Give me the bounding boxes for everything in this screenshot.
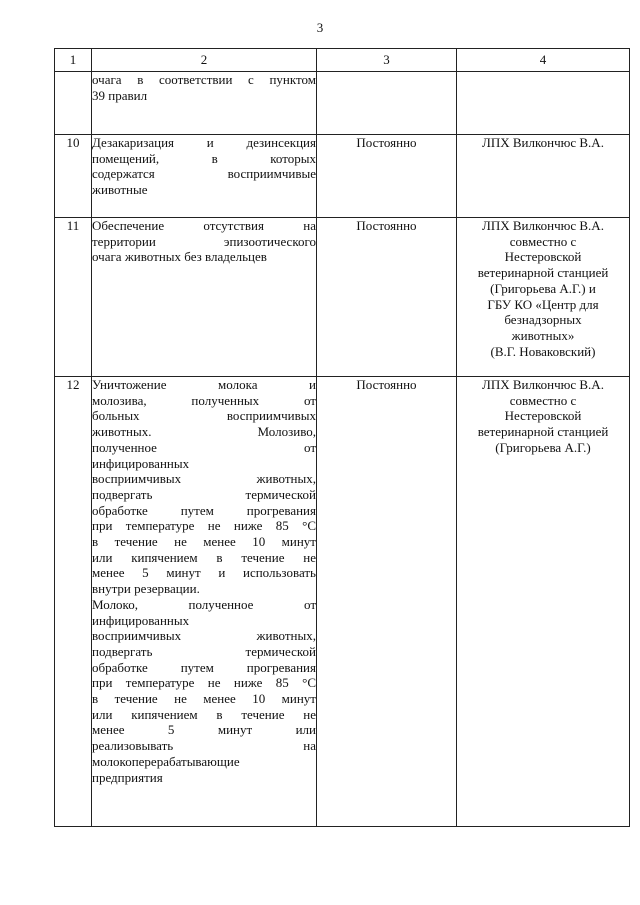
responsible-text-line: (Григорьева А.Г.) xyxy=(495,439,591,455)
column-header-3: 3 xyxy=(317,49,457,72)
column-header-2: 2 xyxy=(92,49,317,72)
responsible-text-line: ЛПХ Вилкончюс В.А. xyxy=(482,218,604,233)
measures-table xyxy=(54,48,630,827)
measure-cell xyxy=(92,135,317,218)
responsible-text-line: ГБУ КО «Центр для xyxy=(487,296,599,312)
responsible-cell xyxy=(457,72,630,135)
measure-text-line: Дезакаризация и дезинсекция xyxy=(92,135,316,150)
measure-text-line: больных восприимчивых xyxy=(92,408,316,424)
measure-cell xyxy=(92,218,317,377)
measure-text-line: в течение не менее 10 минут xyxy=(92,534,316,550)
measure-text-line: молокоперерабатывающие xyxy=(92,753,240,769)
measure-text-line: предприятия xyxy=(92,769,163,785)
column-header-4: 4 xyxy=(457,49,630,72)
measure-text-line: реализовывать на xyxy=(92,738,316,754)
measure-text-line: молозива, полученных от xyxy=(92,392,316,408)
measure-text-line: восприимчивых животных, xyxy=(92,628,316,644)
page-number: 3 xyxy=(316,20,324,35)
measure-text-line: очага в соответствии с пунктом xyxy=(92,72,316,87)
measure-text-line: территории эпизоотического xyxy=(92,233,316,249)
row-number-cell: 12 xyxy=(55,377,92,827)
responsible-text-line: совместно с xyxy=(509,233,577,249)
responsible-text-line: ЛПХ Вилкончюс В.А. xyxy=(482,135,604,150)
measure-text-line: восприимчивых животных, xyxy=(92,471,316,487)
measure-text-line: менее 5 минут и использовать xyxy=(92,565,316,581)
column-header-1: 1 xyxy=(55,49,92,72)
responsible-text-line: безнадзорных xyxy=(504,312,582,328)
header-row xyxy=(55,49,630,72)
measure-text-line: менее 5 минут или xyxy=(92,722,316,738)
measure-text-line: 39 правил xyxy=(92,87,148,103)
measure-text-line: или кипячением в течение не xyxy=(92,706,316,722)
measure-text-line: инфицированных xyxy=(92,612,190,628)
measure-text-line: инфицированных xyxy=(92,455,190,471)
measure-text-line: Молоко, полученное от xyxy=(92,596,316,612)
measure-text-line: животные xyxy=(92,182,148,198)
responsible-cell xyxy=(457,135,630,218)
term-cell: Постоянно xyxy=(317,218,457,377)
responsible-cell xyxy=(457,218,630,377)
measure-text-line: животных. Молозиво, xyxy=(92,424,316,440)
measure-text-line: обработке путем прогревания xyxy=(92,659,316,675)
measure-text-line: помещений, в которых xyxy=(92,150,316,166)
responsible-text-line: (Григорьева А.Г.) и xyxy=(490,280,596,296)
responsible-text-line: Нестеровской xyxy=(504,408,582,424)
measure-text-line: в течение не менее 10 минут xyxy=(92,691,316,707)
measure-text-line: Обеспечение отсутствия на xyxy=(92,218,316,233)
table-row xyxy=(55,135,630,218)
row-number-cell xyxy=(55,72,92,135)
responsible-text-line: (В.Г. Новаковский) xyxy=(490,343,596,359)
row-number-cell: 11 xyxy=(55,218,92,377)
responsible-cell xyxy=(457,377,630,827)
measure-text-line: подвергать термической xyxy=(92,486,316,502)
term-cell: Постоянно xyxy=(317,377,457,827)
responsible-text-line: животных» xyxy=(511,327,575,343)
measure-text-line: обработке путем прогревания xyxy=(92,502,316,518)
measure-text-line: содержатся восприимчивые xyxy=(92,166,316,182)
responsible-text-line: Нестеровской xyxy=(504,249,582,265)
measure-text-line: Уничтожение молока и xyxy=(92,377,316,392)
responsible-text-line: совместно с xyxy=(509,392,577,408)
responsible-text-line: ветеринарной станцией xyxy=(477,265,609,281)
row-number-cell: 10 xyxy=(55,135,92,218)
measure-text-line: или кипячением в течение не xyxy=(92,549,316,565)
measure-text-line: при температуре не ниже 85 °С xyxy=(92,675,316,691)
measure-text-line: полученное от xyxy=(92,439,316,455)
measure-cell xyxy=(92,72,317,135)
measure-text-line: очага животных без владельцев xyxy=(92,249,267,265)
measure-cell xyxy=(92,377,317,827)
table-row xyxy=(55,218,630,377)
table-row xyxy=(55,377,630,827)
measure-text-line: подвергать термической xyxy=(92,643,316,659)
responsible-text-line: ЛПХ Вилкончюс В.А. xyxy=(482,377,604,392)
term-cell: Постоянно xyxy=(317,135,457,218)
table-row xyxy=(55,72,630,135)
measure-text-line: внутри резервации. xyxy=(92,581,200,597)
measure-text-line: при температуре не ниже 85 °С xyxy=(92,518,316,534)
responsible-text-line: ветеринарной станцией xyxy=(477,424,609,440)
term-cell xyxy=(317,72,457,135)
